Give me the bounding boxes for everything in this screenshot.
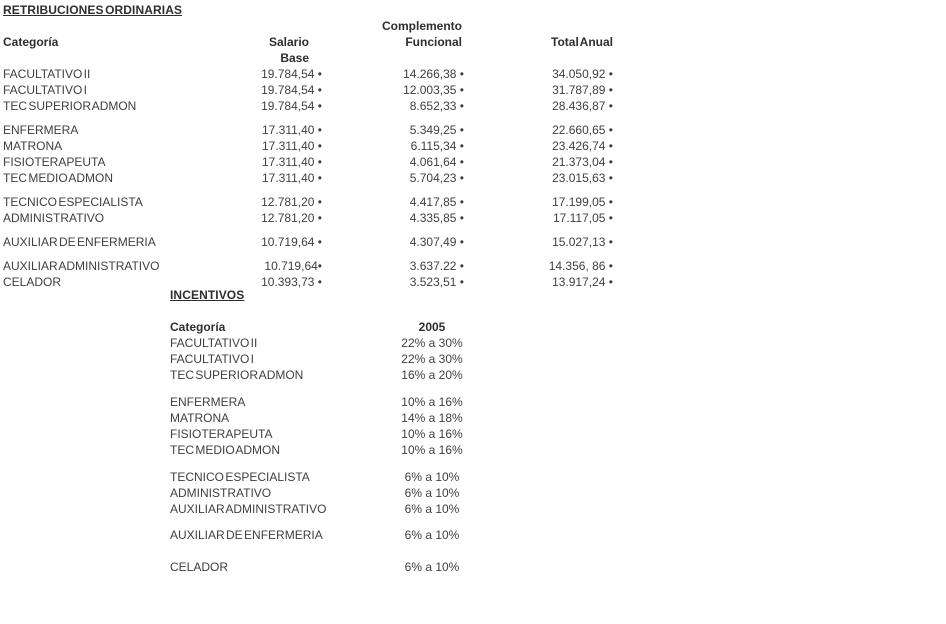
salario-base-cell: 17.311,40 • <box>261 155 322 169</box>
incentive-group <box>170 335 482 383</box>
col-header-complemento: Complemento <box>381 19 462 33</box>
retribuciones-title: RETRIBUCIONES ORDINARIAS <box>3 3 183 17</box>
incentive-range-cell: 6% a 10% <box>404 528 460 542</box>
table-row <box>3 138 615 154</box>
category-cell: FACULTATIVO II <box>170 336 258 350</box>
incentivos-header-row <box>170 319 482 335</box>
category-cell: AUXILIAR ADMINISTRATIVO <box>170 502 327 516</box>
category-cell: ENFERMERA <box>170 395 246 409</box>
table-row <box>170 527 482 543</box>
incentive-range-cell: 6% a 10% <box>404 502 460 516</box>
salario-base-cell: 19.784,54 • <box>261 83 322 97</box>
total-anual-cell: 23.015,63 • <box>552 171 613 185</box>
table-row <box>170 410 482 426</box>
salary-group <box>3 66 615 114</box>
complemento-funcional-cell: 14.266,38 • <box>403 67 464 81</box>
incentive-group <box>170 394 482 458</box>
retribuciones-table <box>3 2 615 298</box>
complemento-funcional-cell: 4.307,49 • <box>409 235 464 249</box>
col-header-categoria: Categoría <box>3 35 59 49</box>
salario-base-cell: 12.781,20 • <box>261 211 322 225</box>
category-cell: ADMINISTRATIVO <box>170 486 272 500</box>
table-row <box>3 258 615 274</box>
salario-base-cell: 12.781,20 • <box>261 195 322 209</box>
incentive-range-cell: 22% a 30% <box>401 336 463 350</box>
header-row-main <box>3 34 615 66</box>
col-header-funcional: Funcional <box>405 35 462 49</box>
col-header-year: 2005 <box>418 320 446 334</box>
salary-group <box>3 258 615 290</box>
table-row <box>170 485 482 501</box>
complemento-funcional-cell: 3.523,51 • <box>409 275 464 289</box>
category-cell: TEC SUPERIOR ADMON <box>170 368 304 382</box>
table-row <box>170 559 482 575</box>
total-anual-cell: 15.027,13 • <box>552 235 613 249</box>
table-row <box>3 98 615 114</box>
header-row-complemento <box>3 18 615 34</box>
category-cell: AUXILIAR ADMINISTRATIVO <box>3 259 160 273</box>
total-anual-cell: 31.787,89 • <box>552 83 613 97</box>
category-cell: CELADOR <box>3 275 62 289</box>
salario-base-cell: 10.719,64• <box>264 259 322 273</box>
category-cell: MATRONA <box>3 139 63 153</box>
category-cell: FACULTATIVO I <box>170 352 255 366</box>
complemento-funcional-cell: 8.652,33 • <box>409 99 464 113</box>
table-row <box>170 469 482 485</box>
total-anual-cell: 22.660,65 • <box>552 123 613 137</box>
total-anual-cell: 14.356, 86 • <box>548 259 613 273</box>
table-row <box>3 82 615 98</box>
salario-base-cell: 10.719,64 • <box>261 235 322 249</box>
complemento-funcional-cell: 6.115,34 • <box>410 139 464 153</box>
table-row <box>170 442 482 458</box>
table-row <box>3 194 615 210</box>
total-anual-cell: 17.117,05 • <box>552 211 613 225</box>
incentive-group <box>170 527 482 543</box>
complemento-funcional-cell: 3.637.22 • <box>409 259 464 273</box>
complemento-funcional-cell: 4.417,85 • <box>409 195 464 209</box>
category-cell: TEC MEDIO ADMON <box>170 443 281 457</box>
incentive-group <box>170 469 482 517</box>
category-cell: AUXILIAR DE ENFERMERIA <box>170 528 323 542</box>
table-row <box>170 351 482 367</box>
salario-base-cell: 17.311,40 • <box>261 171 322 185</box>
incentive-group <box>170 559 482 575</box>
incentivos-title: INCENTIVOS <box>170 288 245 302</box>
table-row <box>3 122 615 138</box>
table-row <box>170 394 482 410</box>
table-row <box>3 210 615 226</box>
spacer-cell <box>3 18 243 34</box>
category-cell: ENFERMERA <box>3 123 79 137</box>
incentive-range-cell: 6% a 10% <box>404 560 460 574</box>
complemento-funcional-cell: 4.335,85 • <box>409 211 464 225</box>
salario-base-cell: 19.784,54 • <box>261 99 322 113</box>
category-cell: CELADOR <box>170 560 229 574</box>
incentive-range-cell: 10% a 16% <box>401 427 463 441</box>
category-cell: TEC MEDIO ADMON <box>3 171 114 185</box>
category-cell: FISIOTERAPEUTA <box>170 427 273 441</box>
complemento-funcional-cell: 5.704,23 • <box>409 171 464 185</box>
table-row <box>3 170 615 186</box>
total-anual-cell: 28.436,87 • <box>552 99 613 113</box>
complemento-funcional-cell: 4.061,64 • <box>409 155 464 169</box>
salario-base-cell: 17.311,40 • <box>261 139 322 153</box>
col-header-categoria: Categoría <box>170 320 226 334</box>
category-cell: TEC SUPERIOR ADMON <box>3 99 137 113</box>
category-cell: FACULTATIVO I <box>3 83 88 97</box>
category-cell: TECNICO ESPECIALISTA <box>3 195 143 209</box>
table-row <box>170 501 482 517</box>
category-cell: AUXILIAR DE ENFERMERIA <box>3 235 156 249</box>
incentive-range-cell: 16% a 20% <box>401 368 463 382</box>
category-cell: MATRONA <box>170 411 230 425</box>
col-header-total-anual: Total Anual <box>551 35 613 49</box>
total-anual-cell: 34.050,92 • <box>552 67 613 81</box>
category-cell: FACULTATIVO II <box>3 67 91 81</box>
incentive-range-cell: 22% a 30% <box>401 352 463 366</box>
table-row <box>3 234 615 250</box>
salario-base-cell: 19.784,54 • <box>261 67 322 81</box>
table-row <box>170 426 482 442</box>
salary-group <box>3 194 615 226</box>
incentive-range-cell: 6% a 10% <box>404 486 460 500</box>
salario-base-cell: 10.393,73 • <box>261 275 322 289</box>
salary-group <box>3 234 615 250</box>
category-cell: ADMINISTRATIVO <box>3 211 105 225</box>
table-row <box>3 154 615 170</box>
table-row <box>170 367 482 383</box>
category-cell: TECNICO ESPECIALISTA <box>170 470 310 484</box>
incentivos-table <box>170 287 482 586</box>
incentive-range-cell: 10% a 16% <box>401 395 463 409</box>
complemento-funcional-cell: 5.349,25 • <box>409 123 464 137</box>
salario-base-cell: 17.311,40 • <box>261 123 322 137</box>
total-anual-cell: 17.199,05 • <box>552 195 613 209</box>
total-anual-cell: 23.426,74 • <box>552 139 613 153</box>
table-row <box>3 66 615 82</box>
incentive-range-cell: 6% a 10% <box>404 470 460 484</box>
incentive-range-cell: 14% a 18% <box>401 411 463 425</box>
total-anual-cell: 13.917,24 • <box>552 275 613 289</box>
table-row <box>170 335 482 351</box>
spacer-cell <box>243 18 325 34</box>
spacer-cell <box>464 18 613 34</box>
salary-group <box>3 122 615 186</box>
col-header-salario-base: Salario Base <box>268 35 309 65</box>
category-cell: FISIOTERAPEUTA <box>3 155 106 169</box>
complemento-funcional-cell: 12.003,35 • <box>403 83 464 97</box>
incentive-range-cell: 10% a 16% <box>401 443 463 457</box>
total-anual-cell: 21.373,04 • <box>552 155 613 169</box>
